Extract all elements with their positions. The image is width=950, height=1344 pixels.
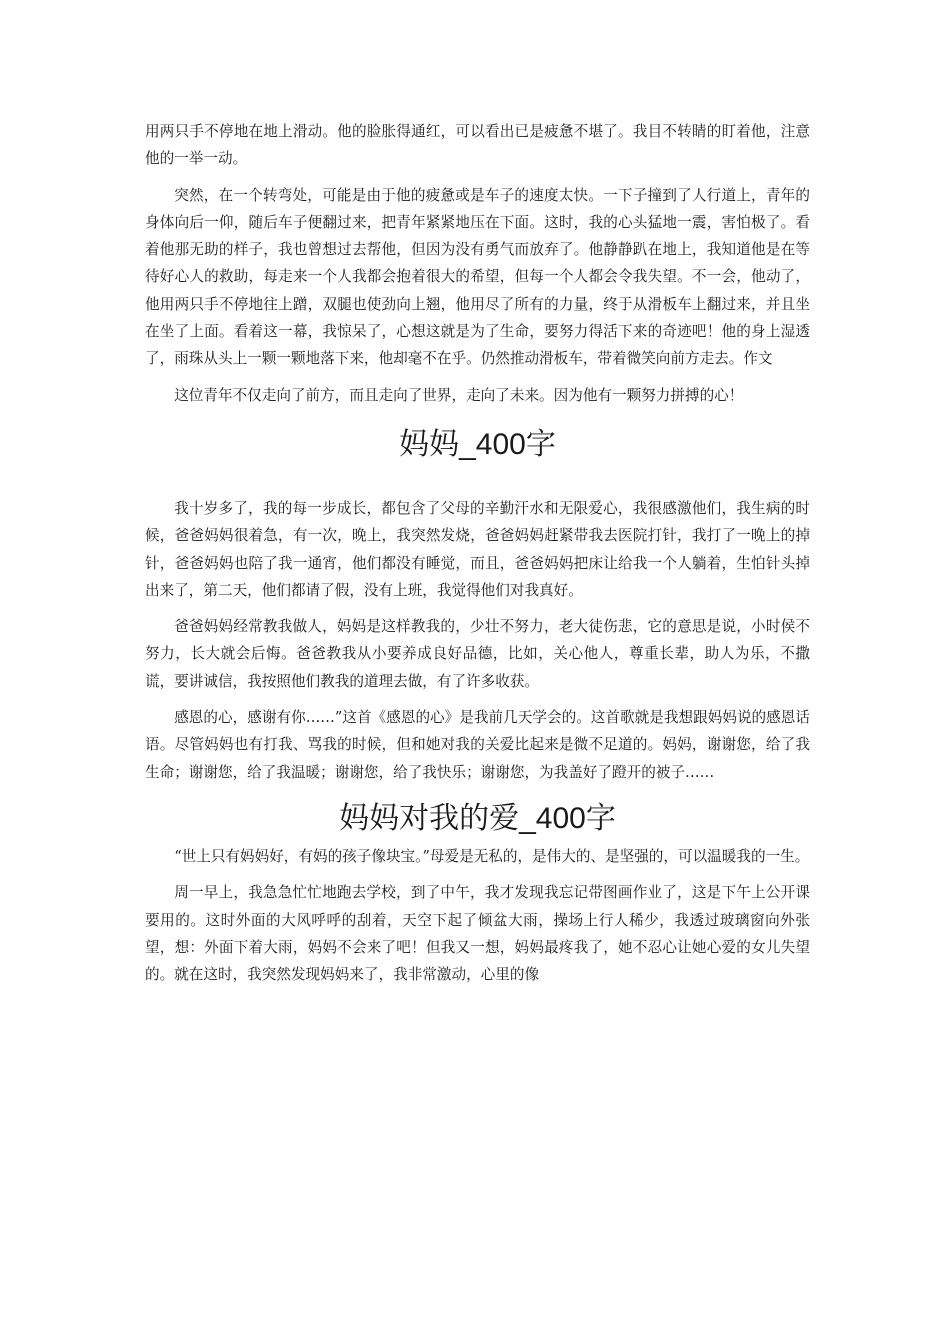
section-title: 妈妈_400字 — [399, 427, 556, 461]
paragraph: “世上只有妈妈好，有妈的孩子像块宝。”母爱是无私的，是伟大的、是坚强的，可以温暖我的一生。 — [174, 847, 810, 865]
paragraph: 突然，在一个转弯处，可能是由于他的疲惫或是车子的速度太快。一下子撞到了人行道上，青年的身体向后一仰，随后车子便翻过来，把青年紧紧地压在下面。这时，我的心头猛地一震，害怕极了。看着他那无助的样子，我也曾想过去帮他，但因为没有勇气而放弃了。他静静趴在地上，我知道他是在等待好心人的救助，每走来一个人我都会抱着很大的希望，但每一个人都会令我失望。不一会，他动了，他用两只手不停地往上蹭，双腿也使劲向上翘，他用尽了所有的力量，终于从滑板车上翻过来，并且坐在坐了上面。看着这一幕，我惊呆了，心想这就是为了生命，要努力得活下来的奇迹吧！他的身上湿透了，雨珠从头上一颗一颗地落下来，他却毫不在乎。仍然推动滑板车，带着微笑向前方走去。作文 — [145, 186, 810, 368]
paragraph: 爸爸妈妈经常教我做人，妈妈是这样教我的，少壮不努力，老大徒伤悲，它的意思是说，小时侯不努力，长大就会后悔。爸爸教我从小要养成良好品德，比如，关心他人，尊重长辈，助人为乐，不撒谎，要讲诚信，我按照他们教我的道理去做，有了许多收获。 — [145, 618, 810, 690]
section-title: 妈妈对我的爱_400字 — [339, 801, 616, 835]
paragraph: 周一早上，我急急忙忙地跑去学校，到了中午，我才发现我忘记带图画作业了，这是下午上公开课要用的。这时外面的大风呼呼的刮着，天空下起了倾盆大雨，操场上行人稀少，我透过玻璃窗向外张望，想：外面下着大雨，妈妈不会来了吧！但我又一想，妈妈最疼我了，她不忍心让她心爱的女儿失望的。就在这时，我突然发现妈妈来了，我非常激动，心里的像 — [145, 884, 810, 984]
paragraph: 用两只手不停地在地上滑动。他的脸胀得通红，可以看出已是疲惫不堪了。我目不转睛的盯着他，注意他的一举一动。 — [145, 123, 810, 168]
document-body — [145, 118, 810, 997]
paragraph: 感恩的心，感谢有你……”这首《感恩的心》是我前几天学会的。这首歌就是我想跟妈妈说的感恩话语。尽管妈妈也有打我、骂我的时候，但和她对我的关爱比起来是微不足道的。妈妈，谢谢您，给了我生命；谢谢您，给了我温暖；谢谢您，给了我快乐；谢谢您，为我盖好了蹬开的被子…… — [145, 709, 810, 781]
paragraph: 这位青年不仅走向了前方，而且走向了世界，走向了未来。因为他有一颗努力拼搏的心！ — [174, 386, 744, 404]
paragraph: 我十岁多了，我的每一步成长，都包含了父母的辛勤汗水和无限爱心，我很感激他们，我生病的时候，爸爸妈妈很着急，有一次，晚上，我突然发烧，爸爸妈妈赶紧带我去医院打针，我打了一晚上的掉针，爸爸妈妈也陪了我一通宵，他们都没有睡觉，而且，爸爸妈妈把床让给我一个人躺着，生怕针头掉出来了，第二天，他们都请了假，没有上班，我觉得他们对我真好。 — [145, 499, 810, 599]
